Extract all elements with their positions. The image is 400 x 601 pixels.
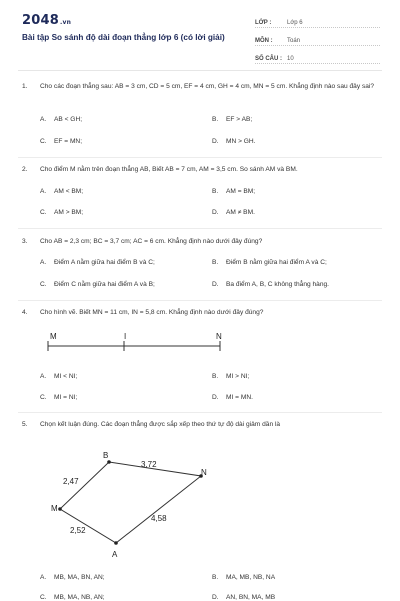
- option-4b[interactable]: [212, 373, 249, 380]
- question-number: 4.: [22, 309, 28, 316]
- option-label: C.: [40, 594, 47, 601]
- logo-text: 2048: [22, 13, 59, 28]
- option-text: AM ≠ BM.: [226, 209, 255, 216]
- question-divider: [18, 157, 382, 158]
- option-text: MI > NI;: [226, 373, 250, 380]
- option-2a[interactable]: [40, 188, 83, 195]
- option-text: MI = NI;: [54, 394, 78, 401]
- option-3b[interactable]: [212, 259, 327, 266]
- option-text: MB, MA, BN, AN;: [54, 574, 105, 581]
- option-text: MB, MA, NB, AN;: [54, 594, 105, 601]
- option-text: AN, BN, MA, MB: [226, 594, 276, 601]
- option-5b[interactable]: [212, 574, 275, 581]
- point-label-n: N: [216, 332, 222, 341]
- option-label: D.: [212, 281, 219, 288]
- option-label: B.: [212, 574, 219, 581]
- option-4a[interactable]: [40, 373, 77, 380]
- question-divider: [18, 300, 382, 301]
- question-text: Cho AB = 2,3 cm; BC = 3,7 cm; AC = 6 cm. Khẳng định nào dưới đây đúng?: [40, 238, 263, 245]
- option-label: C.: [40, 209, 47, 216]
- option-1b[interactable]: [212, 116, 252, 123]
- question-number: 1.: [22, 83, 28, 90]
- option-text: AM > BM;: [54, 209, 84, 216]
- meta-row-subject: [255, 32, 380, 46]
- option-text: MI < NI;: [54, 373, 78, 380]
- point-label-m: M: [50, 332, 57, 341]
- question-number: 2.: [22, 166, 28, 173]
- question-divider: [18, 412, 382, 413]
- question-text: Chọn kết luận đúng. Các đoạn thẳng được sắp xếp theo thứ tự độ dài giảm dần là: [40, 421, 281, 428]
- meta-key: MÔN :: [255, 38, 273, 44]
- meta-panel: [255, 14, 380, 68]
- option-text: AM = BM;: [226, 188, 256, 195]
- meta-value: Toán: [287, 38, 301, 44]
- question-text: Cho các đoạn thẳng sau: AB = 3 cm, CD = 5 cm, EF = 4 cm, GH = 4 cm, MN = 5 cm. Khẳng định nào sau đây sai?: [40, 83, 375, 90]
- option-label: C.: [40, 394, 47, 401]
- question-number: 5.: [22, 421, 28, 428]
- option-text: MI = MN.: [226, 394, 253, 401]
- option-label: A.: [40, 188, 47, 195]
- point-a: [114, 541, 118, 545]
- question-number: 3.: [22, 238, 28, 245]
- option-2b[interactable]: [212, 188, 255, 195]
- point-label-i: I: [124, 332, 127, 341]
- option-text: MA, MB, NB, NA: [226, 574, 276, 581]
- option-label: B.: [212, 373, 219, 380]
- option-text: EF = MN;: [54, 138, 83, 145]
- option-text: MN > GH.: [226, 138, 256, 145]
- point-label-n: N: [201, 468, 207, 477]
- option-label: D.: [212, 138, 219, 145]
- line-segment-figure: [40, 328, 240, 356]
- quadrilateral-figure: [40, 445, 230, 563]
- option-label: A.: [40, 116, 47, 123]
- option-label: A.: [40, 259, 47, 266]
- point-label-m: M: [51, 504, 58, 513]
- option-text: Điểm B nằm giữa hai điểm A và C;: [226, 259, 327, 266]
- header-divider: [18, 70, 382, 71]
- option-label: B.: [212, 259, 219, 266]
- option-label: D.: [212, 209, 219, 216]
- option-5a[interactable]: [40, 574, 105, 581]
- meta-key: LỚP :: [255, 20, 272, 26]
- option-text: Điểm C nằm giữa hai điểm A và B;: [54, 281, 155, 288]
- option-text: Điểm A nằm giữa hai điểm B và C;: [54, 259, 155, 266]
- meta-key: SỐ CÂU :: [255, 56, 282, 62]
- length-label-ma: 2,52: [70, 526, 86, 535]
- page-header: [0, 0, 400, 70]
- option-2d[interactable]: [212, 209, 255, 216]
- meta-row-class: [255, 14, 380, 28]
- logo-suffix: .vn: [59, 19, 72, 26]
- option-label: A.: [40, 574, 47, 581]
- option-4d[interactable]: [212, 394, 253, 401]
- document-title: Bài tập So sánh độ dài đoạn thẳng lớp 6 (có lời giải): [22, 33, 225, 42]
- option-text: Ba điểm A, B, C không thẳng hàng.: [226, 281, 330, 288]
- option-text: AB < GH;: [54, 116, 83, 123]
- length-label-bm: 2,47: [63, 477, 79, 486]
- point-m: [58, 507, 62, 511]
- option-4c[interactable]: [40, 394, 77, 401]
- option-3c[interactable]: [40, 281, 155, 288]
- option-label: D.: [212, 594, 219, 601]
- option-label: A.: [40, 373, 47, 380]
- option-1c[interactable]: [40, 138, 82, 145]
- point-label-a: A: [112, 550, 118, 559]
- length-label-na: 4,58: [151, 514, 167, 523]
- site-logo[interactable]: [22, 13, 71, 28]
- option-3d[interactable]: [212, 281, 329, 288]
- option-label: D.: [212, 394, 219, 401]
- option-label: B.: [212, 188, 219, 195]
- option-1d[interactable]: [212, 138, 256, 145]
- option-3a[interactable]: [40, 259, 155, 266]
- meta-value: 10: [287, 56, 294, 62]
- question-text: Cho điểm M nằm trên đoạn thẳng AB, Biết AB = 7 cm, AM = 3,5 cm. So sánh AM và BM.: [40, 166, 298, 173]
- option-label: B.: [212, 116, 219, 123]
- option-1a[interactable]: [40, 116, 82, 123]
- option-text: AM < BM;: [54, 188, 84, 195]
- meta-row-count: [255, 50, 380, 64]
- length-label-bn: 3,72: [141, 460, 157, 469]
- question-divider: [18, 228, 382, 229]
- question-text: Cho hình vẽ. Biết MN = 11 cm, IN = 5,8 cm. Khẳng định nào dưới đây đúng?: [40, 309, 264, 316]
- option-label: C.: [40, 138, 47, 145]
- point-label-b: B: [103, 451, 109, 460]
- meta-value: Lớp 6: [287, 20, 303, 26]
- option-label: C.: [40, 281, 47, 288]
- option-text: EF > AB;: [226, 116, 253, 123]
- point-b: [107, 460, 111, 464]
- option-2c[interactable]: [40, 209, 83, 216]
